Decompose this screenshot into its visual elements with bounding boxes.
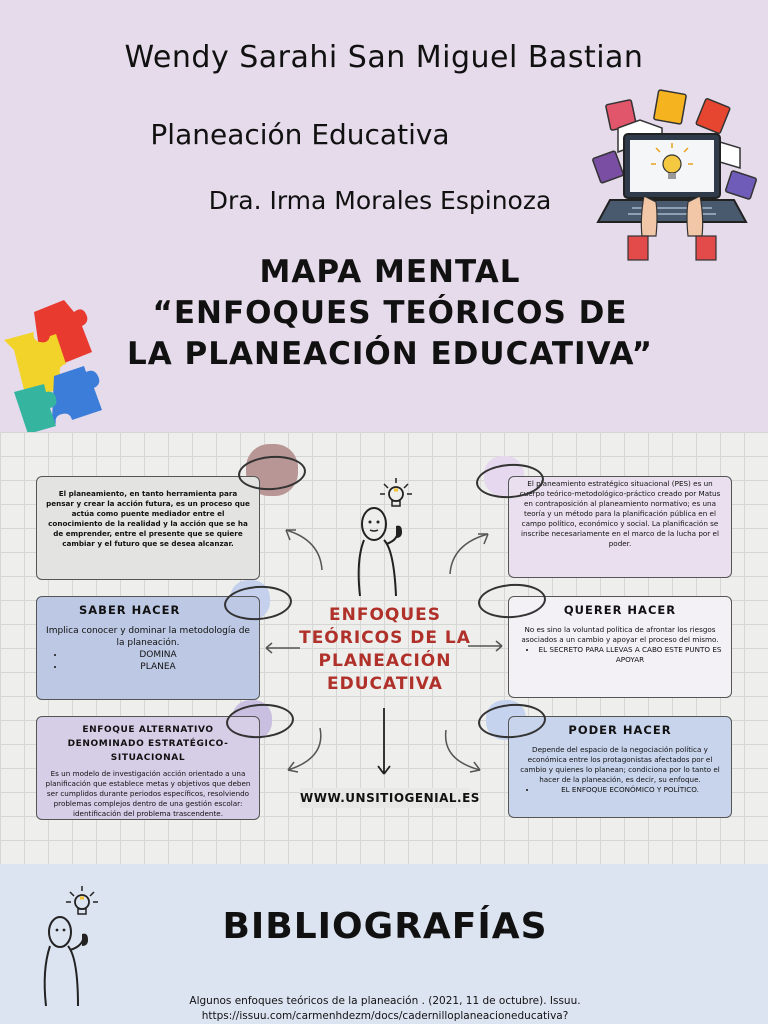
thinking-person-icon xyxy=(36,880,106,1008)
list-item: • PLANEA xyxy=(65,661,251,673)
list-item: • DOMINA xyxy=(65,649,251,661)
map-title-line: “ENFOQUES TEÓRICOS DE xyxy=(152,295,628,331)
querer-hacer-box xyxy=(508,596,732,698)
bibliography-url[interactable]: https://issuu.com/carmenhdezm/docs/cadernilloplaneacioneducativa? xyxy=(201,1010,569,1022)
poder-hacer-title: PODER HACER xyxy=(568,723,672,737)
arrow-icon xyxy=(444,526,496,578)
central-topic-line: EDUCATIVA xyxy=(327,674,443,694)
poder-hacer-box xyxy=(508,716,732,818)
saber-hacer-title: SABER HACER xyxy=(79,603,181,617)
arrow-icon xyxy=(276,522,328,574)
arrow-icon xyxy=(262,640,302,656)
pes-box xyxy=(508,476,732,578)
central-topic-line: ENFOQUES xyxy=(328,605,442,625)
thinking-person-icon xyxy=(340,472,420,598)
website-link[interactable]: WWW.UNSITIOGENIAL.ES xyxy=(300,788,470,808)
list-item: • EL ENFOQUE ECONÓMICO Y POLÍTICO. xyxy=(537,785,723,795)
teacher-name: Dra. Irma Morales Espinoza xyxy=(208,186,552,215)
definition-text: El planeamiento, en tanto herramienta para pensar y crear la acción futura, es un proceso que actúa como puente mediador entre el conocimiento de la realidad y la acción que se ha de emprender, entre el presente que se quiere cambiar y el futuro que se desea alcanzar. xyxy=(46,489,250,548)
author-name: Wendy Sarahi San Miguel Bastian xyxy=(124,40,644,75)
alternativo-box xyxy=(36,716,260,820)
alternativo-text: Es un modelo de investigación acción orientado a una planificación que establece metas y objetivos que deben ser cumplidos durante periodos específicos, resolviendo problemas complejos dentro de una gestión escolar: identificación del problema trascendente. xyxy=(45,769,251,818)
lightbulb-icon xyxy=(66,886,98,914)
definition-box xyxy=(36,476,260,580)
pes-text: El planeamiento estratégico situacional (PES) es un cuerpo teórico-metodológico-práctico creado por Matus en contraposición al planeamiento normativo; es una teoría y un método para la planificación pública en el campo político, económico y social. La planificación se inscribe necesariamente en el marco de la lucha por el poder. xyxy=(519,479,721,548)
arrow-icon xyxy=(372,706,396,778)
querer-hacer-list xyxy=(517,645,723,665)
arrow-icon xyxy=(280,724,330,774)
central-topic-line: TEÓRICOS DE LA xyxy=(299,628,471,648)
querer-hacer-text: No es sino la voluntad política de afrontar los riesgos asociados a un cambio y apoyar el proceso del mismo. xyxy=(521,625,719,644)
saber-hacer-text: Implica conocer y dominar la metodología de la planeación. xyxy=(46,626,250,648)
central-topic xyxy=(298,604,472,696)
poder-hacer-list xyxy=(517,785,723,795)
list-item: • EL SECRETO PARA LLEVAS A CABO ESTE PUNTO ES APOYAR xyxy=(537,645,723,665)
querer-hacer-title: QUERER HACER xyxy=(563,603,677,617)
map-title-line: MAPA MENTAL xyxy=(259,254,521,290)
map-title xyxy=(110,252,670,375)
lightbulb-icon xyxy=(380,478,412,506)
map-title-line: LA PLANEACIÓN EDUCATIVA” xyxy=(127,336,653,372)
bibliography-title: BIBLIOGRAFÍAS xyxy=(222,906,548,947)
course-name: Planeación Educativa xyxy=(150,118,450,151)
laptop-books-icon xyxy=(588,88,760,264)
arrow-icon xyxy=(438,726,488,776)
poder-hacer-text: Depende del espacio de la negociación política y económica entre los protagonistas afectados por el cambio y quienes lo planean; condiciona por lo tanto el hacer de la planeación, es decir, su enfoque. xyxy=(520,745,720,784)
central-topic-line: PLANEACIÓN xyxy=(318,651,452,671)
arrow-icon xyxy=(466,638,506,654)
saber-hacer-list xyxy=(45,649,251,673)
puzzle-icon xyxy=(0,296,122,432)
bibliography-reference: Algunos enfoques teóricos de la planeación . (2021, 11 de octubre). Issuu. xyxy=(189,995,581,1007)
alternativo-title: ENFOQUE ALTERNATIVO DENOMINADO ESTRATÉGICO-SITUACIONAL xyxy=(67,725,229,763)
